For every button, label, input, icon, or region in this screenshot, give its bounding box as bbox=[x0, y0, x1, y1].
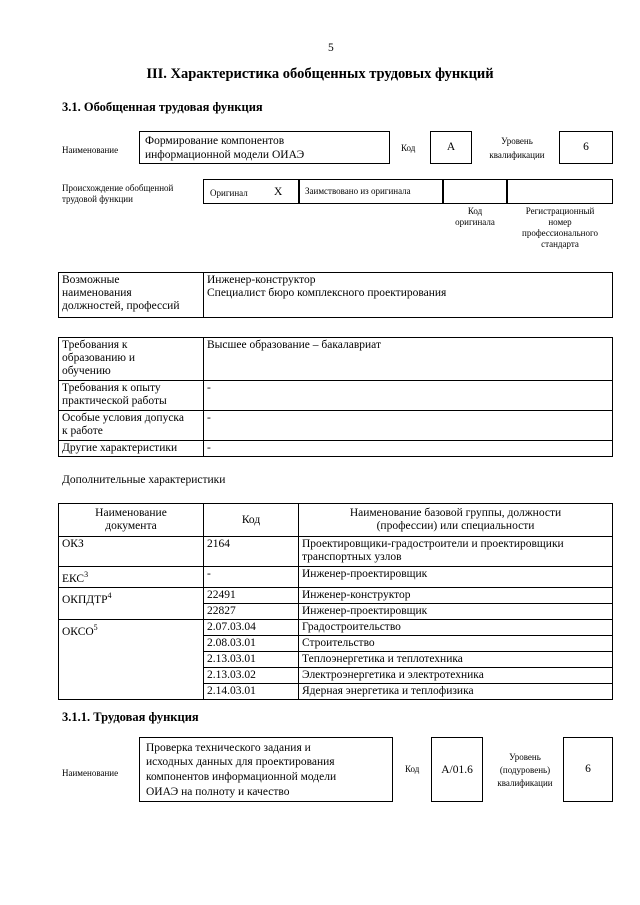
general-function-name-line: Формирование компонентов bbox=[145, 135, 285, 147]
caption-line: стандарта bbox=[541, 239, 579, 249]
requirement-label-line: образованию и bbox=[62, 352, 135, 364]
reg-number-caption bbox=[507, 206, 613, 250]
level-value-box bbox=[559, 131, 613, 164]
doc-cell bbox=[59, 619, 204, 699]
name-cell: Инженер-проектировщик bbox=[299, 567, 613, 588]
origin-reg-cell bbox=[507, 179, 613, 204]
header-line: Наименование bbox=[95, 507, 167, 519]
general-function-name-box bbox=[139, 131, 390, 164]
footnote-mark: 3 bbox=[84, 570, 89, 579]
general-function-name-line: информационной модели ОИАЭ bbox=[145, 149, 305, 161]
doc-cell bbox=[59, 567, 204, 588]
origin-code-cell bbox=[443, 179, 507, 204]
requirement-label-line: Требования к опыту bbox=[62, 382, 161, 394]
requirement-label-line: Требования к bbox=[62, 339, 128, 351]
labor-function-name-line: исходных данных для проектирования bbox=[146, 756, 335, 768]
labor-code-value-box bbox=[431, 737, 483, 802]
requirements-table bbox=[58, 337, 613, 457]
code-cell: 2.08.03.01 bbox=[204, 635, 299, 651]
additional-heading: Дополнительные характеристики bbox=[62, 474, 226, 486]
doc-name: ОКСО bbox=[62, 625, 94, 638]
header-line: Наименование базовой группы, должности bbox=[349, 507, 562, 519]
name-cell: Инженер-конструктор bbox=[299, 587, 613, 603]
code-value: A bbox=[446, 141, 456, 153]
name-label: Наименование bbox=[62, 145, 119, 155]
section-title: III. Характеристика обобщенных трудовых функций bbox=[146, 66, 494, 82]
labor-function-name-line: Проверка технического задания и bbox=[146, 742, 311, 754]
code-cell: 22827 bbox=[204, 603, 299, 619]
origin-label-line: Происхождение обобщенной bbox=[62, 183, 174, 193]
col-code-header: Код bbox=[204, 504, 299, 537]
name-cell: Теплоэнергетика и теплотехника bbox=[299, 651, 613, 667]
requirement-value-cell: - bbox=[204, 441, 613, 457]
labor-level-value-box bbox=[563, 737, 613, 802]
requirement-label-line: Особые условия допуска bbox=[62, 412, 184, 424]
requirement-label-cell bbox=[59, 441, 204, 457]
requirement-label-line: обучению bbox=[62, 365, 111, 377]
requirement-value-cell: Высшее образование – бакалавриат bbox=[204, 338, 613, 381]
requirement-label-cell bbox=[59, 338, 204, 381]
level-label-line: Уровень bbox=[509, 752, 541, 762]
original-label: Оригинал bbox=[210, 188, 248, 198]
positions-label-cell bbox=[59, 273, 204, 318]
requirement-label-line: практической работы bbox=[62, 395, 167, 407]
origin-original-cell bbox=[203, 179, 299, 204]
code-cell: 2.13.03.02 bbox=[204, 667, 299, 683]
col-doc-header bbox=[59, 504, 204, 537]
page-number: 5 bbox=[328, 42, 334, 54]
name-cell: Градостроительство bbox=[299, 619, 613, 635]
labor-level-value: 6 bbox=[585, 763, 591, 775]
borrowed-label: Заимствовано из оригинала bbox=[305, 186, 411, 196]
labor-name-label: Наименование bbox=[62, 768, 119, 778]
header-line: документа bbox=[105, 520, 157, 532]
header-line: (профессии) или специальности bbox=[376, 520, 535, 532]
requirement-label-cell bbox=[59, 411, 204, 441]
level-label-line: квалификации bbox=[497, 778, 553, 788]
name-cell: Проектировщики-градостроители и проектировщики транспортных узлов bbox=[299, 537, 613, 567]
doc-name: ОКПДТР bbox=[62, 593, 108, 606]
caption-line: профессионального bbox=[522, 228, 598, 238]
caption-line: Регистрационный bbox=[525, 206, 595, 216]
code-cell: - bbox=[204, 567, 299, 588]
positions-value-cell bbox=[204, 273, 613, 318]
labor-function-name-line: компонентов информационной модели bbox=[146, 771, 337, 783]
positions-label-line: должностей, профессий bbox=[62, 300, 180, 312]
code-cell: 2.14.03.01 bbox=[204, 683, 299, 699]
caption-line: оригинала bbox=[455, 217, 495, 227]
code-cell: 2.07.03.04 bbox=[204, 619, 299, 635]
name-cell: Инженер-проектировщик bbox=[299, 603, 613, 619]
requirement-label-line: Другие характеристики bbox=[62, 442, 178, 454]
doc-cell bbox=[59, 537, 204, 567]
position-item: Специалист бюро комплексного проектирования bbox=[207, 287, 447, 299]
col-name-header bbox=[299, 504, 613, 537]
positions-label-line: наименования bbox=[62, 287, 132, 299]
original-mark: X bbox=[274, 186, 283, 198]
footnote-mark: 4 bbox=[107, 590, 112, 600]
footnote-mark: 5 bbox=[93, 622, 98, 632]
labor-code-label: Код bbox=[405, 764, 420, 774]
caption-line: Код bbox=[467, 206, 483, 216]
requirement-value-cell: - bbox=[204, 381, 613, 411]
level-value: 6 bbox=[583, 141, 589, 153]
code-origin-caption bbox=[443, 206, 507, 228]
position-item: Инженер-конструктор bbox=[207, 274, 316, 286]
labor-level-label bbox=[486, 752, 564, 789]
name-cell: Строительство bbox=[299, 635, 613, 651]
additional-table bbox=[58, 503, 613, 700]
name-cell: Электроэнергетика и электротехника bbox=[299, 667, 613, 683]
positions-label-line: Возможные bbox=[62, 274, 120, 286]
doc-name: ОКЗ bbox=[62, 538, 84, 550]
origin-label bbox=[62, 183, 173, 205]
code-label: Код bbox=[401, 143, 416, 153]
caption-line: номер bbox=[548, 217, 572, 227]
code-value-box bbox=[430, 131, 472, 164]
level-label bbox=[478, 136, 556, 161]
origin-label-line: трудовой функции bbox=[62, 194, 133, 204]
labor-function-name-box bbox=[139, 737, 393, 802]
labor-code-value: A/01.6 bbox=[441, 764, 473, 776]
code-cell: 2.13.03.01 bbox=[204, 651, 299, 667]
level-label-line: квалификации bbox=[489, 150, 545, 160]
code-cell: 22491 bbox=[204, 587, 299, 603]
level-label-line: (подуровень) bbox=[499, 765, 551, 775]
requirement-label-cell bbox=[59, 381, 204, 411]
doc-name: ЕКС bbox=[62, 572, 85, 585]
labor-function-heading: 3.1.1. Трудовая функция bbox=[62, 710, 199, 724]
code-cell: 2164 bbox=[204, 537, 299, 567]
origin-borrowed-cell bbox=[299, 179, 443, 204]
positions-table bbox=[58, 272, 613, 318]
requirement-label-line: к работе bbox=[62, 425, 103, 437]
general-function-heading: 3.1. Обобщенная трудовая функция bbox=[62, 100, 263, 114]
doc-cell bbox=[59, 587, 204, 619]
name-cell: Ядерная энергетика и теплофизика bbox=[299, 683, 613, 699]
labor-function-name-line: ОИАЭ на полноту и качество bbox=[146, 786, 290, 798]
requirement-value-cell: - bbox=[204, 411, 613, 441]
level-label-line: Уровень bbox=[501, 136, 533, 146]
